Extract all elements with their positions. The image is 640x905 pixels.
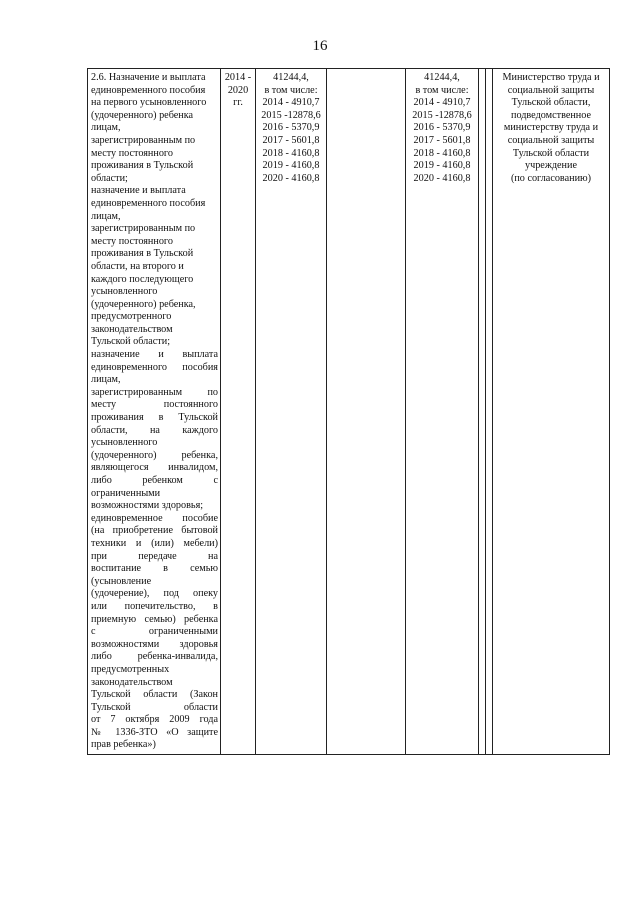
period-line: 2014 - [224, 72, 252, 83]
description-line: или попечительство, в [91, 600, 218, 612]
funding-line: 2014 - 4910,7 [413, 97, 471, 109]
description-line: области, на каждого [91, 424, 218, 436]
description-line: являющегося инвалидом, [91, 462, 218, 474]
description-line: проживания в Тульской [91, 160, 194, 172]
funding-line: 2018 - 4160,8 [262, 147, 320, 159]
description-line: на первого усыновленного [91, 97, 207, 109]
description-line: (удочеренного) ребенка, [91, 298, 196, 310]
description-line: лицам, [91, 374, 121, 386]
empty-cell [479, 69, 486, 755]
description-line: назначение и выплата [91, 349, 218, 361]
description-line: законодательством [91, 323, 173, 335]
funding-line: в том числе: [264, 84, 318, 96]
funding-line: 2015 -12878,6 [261, 109, 321, 121]
funding-line: в том числе: [415, 84, 469, 96]
executor-line: Министерство труда и [502, 72, 600, 83]
description-line: месту постоянного [91, 147, 173, 159]
executor-line: подведомственное [511, 109, 591, 121]
funding-line: 2020 - 4160,8 [262, 172, 320, 184]
description-line: Тульской области; [91, 336, 171, 348]
description-line: (усыновление [91, 575, 152, 587]
description-line: зарегистрированным по [91, 134, 196, 146]
description-line: ограниченными [91, 487, 161, 499]
description-line: либо ребенка-инвалида, [91, 651, 218, 663]
description-line: назначение и выплата [91, 185, 186, 197]
description-line: месту постоянного [91, 399, 218, 411]
description-line: единовременное пособие [91, 512, 218, 524]
description-line: лицам, [91, 210, 121, 222]
description-line: проживания в Тульской [91, 412, 218, 424]
description-line: при передаче на [91, 550, 218, 562]
description-line: проживания в Тульской [91, 248, 194, 260]
funding-line: 2015 -12878,6 [412, 109, 472, 121]
description-line: единовременного пособия [91, 361, 218, 373]
funding-total-cell [256, 69, 327, 755]
description-line: возможностями здоровья [91, 638, 218, 650]
description-line: техники и (или) мебели) [91, 537, 218, 549]
funding-line: 2018 - 4160,8 [413, 147, 471, 159]
executor-line: (по согласованию) [510, 172, 592, 184]
table-row [88, 69, 610, 755]
description-line: законодательством [91, 676, 173, 688]
funding-line: 2019 - 4160,8 [262, 160, 320, 172]
description-line: 2.6. Назначение и выплата [91, 72, 206, 83]
funding-line: 2020 - 4160,8 [413, 172, 471, 184]
description-line: предусмотренного [91, 311, 172, 323]
description-line: единовременного пособия [91, 84, 206, 96]
funding-line: 2019 - 4160,8 [413, 160, 471, 172]
description-line: зарегистрированным по [91, 223, 196, 235]
description-line: Тульской области [91, 701, 218, 713]
executor-line: Тульской области, [511, 97, 591, 109]
measure-description-cell [88, 69, 221, 755]
description-line: либо ребенком с [91, 475, 218, 486]
funding-regional-cell [406, 69, 479, 755]
executor-line: социальной защиты [507, 134, 595, 146]
funding-line: 41244,4, [273, 72, 309, 83]
description-line: (удочеренного) ребенка [91, 109, 194, 121]
funding-line: 2016 - 5370,9 [262, 122, 320, 134]
page-number: 16 [312, 38, 328, 54]
period-line: гг. [233, 97, 243, 109]
description-line: усыновленного [91, 286, 158, 298]
executor-line: социальной защиты [507, 84, 595, 96]
description-line: месту постоянного [91, 235, 173, 247]
empty-cell [486, 69, 493, 755]
description-line: лицам, [91, 122, 121, 134]
empty-cell [327, 69, 406, 755]
description-line: зарегистрированным по [91, 386, 218, 398]
funding-line: 2016 - 5370,9 [413, 122, 471, 134]
funding-line: 2017 - 5601,8 [262, 134, 320, 146]
funding-line: 2014 - 4910,7 [262, 97, 320, 109]
description-line: воспитание в семью [91, 563, 218, 575]
description-line: области; [91, 172, 128, 184]
executor-line: учреждение [524, 160, 577, 172]
description-line: с ограниченными [91, 626, 218, 638]
description-line: возможностями здоровья; [91, 500, 204, 512]
description-line: приемную семью) ребенка [91, 613, 218, 625]
description-line: единовременного пособия [91, 197, 206, 209]
description-line: усыновленного [91, 437, 158, 449]
description-line: (удочеренного) ребенка, [91, 449, 218, 461]
executor-line: Тульской области [512, 147, 590, 159]
period-cell [221, 69, 256, 755]
period-line: 2020 [227, 84, 249, 96]
description-line: (на приобретение бытовой [91, 525, 218, 537]
description-line: каждого последующего [91, 273, 194, 285]
program-table [87, 68, 610, 755]
description-line: № 1336-ЗТО «О защите [91, 726, 218, 738]
description-line: от 7 октября 2009 года [91, 714, 218, 726]
executor-cell [493, 69, 610, 755]
funding-line: 41244,4, [424, 72, 460, 83]
description-line: прав ребенка») [91, 739, 156, 751]
description-line: Тульской области (Закон [91, 689, 218, 701]
funding-line: 2017 - 5601,8 [413, 134, 471, 146]
description-line: области, на второго и [91, 260, 184, 272]
description-line: (удочерение), под опеку [91, 588, 218, 600]
description-line: предусмотренных [91, 663, 170, 675]
executor-line: министерству труда и [503, 122, 599, 134]
